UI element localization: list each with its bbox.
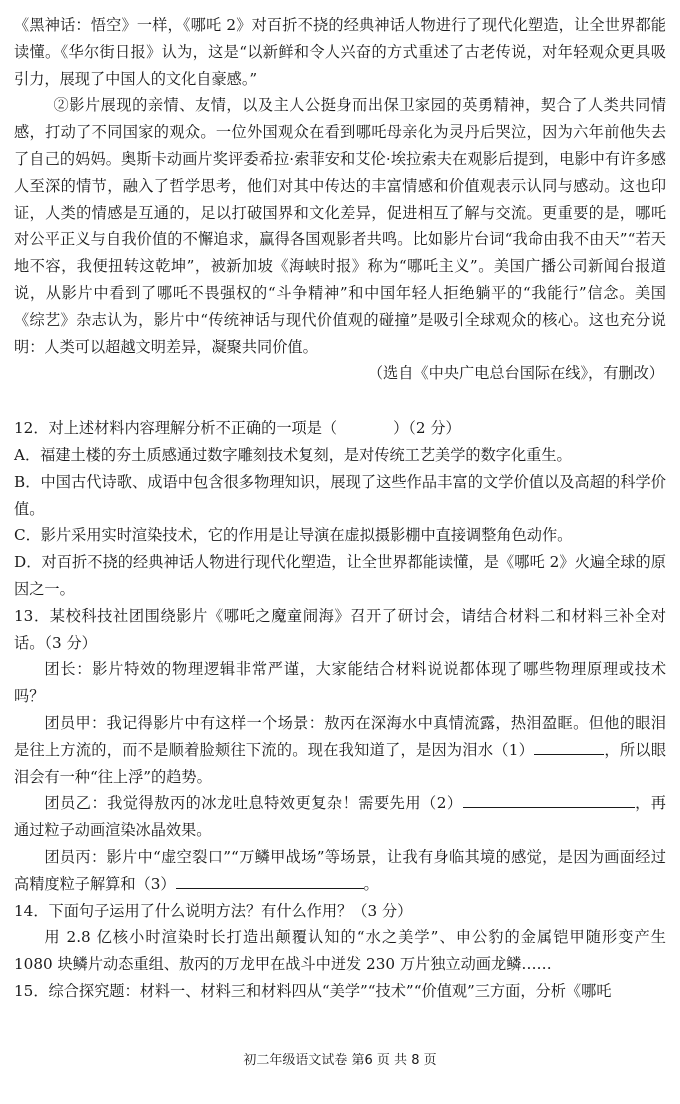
q13-blank-3[interactable] (176, 874, 364, 889)
q13-blank-1[interactable] (534, 740, 604, 755)
q12-option-d: D．对百折不挠的经典神话人物进行现代化塑造，让全世界都能读懂，是《哪吒 2》火遍全球的原因之一。 (14, 553, 666, 598)
q13-yi-text-a: 团员乙：我觉得敖丙的冰龙吐息特效更复杂！需要先用（2） (44, 794, 463, 813)
exam-page (14, 12, 666, 1005)
q13-bing-text-b: 。 (363, 874, 379, 893)
material-paragraph-2: ②影片展现的亲情、友情，以及主人公挺身而出保卫家园的英勇精神，契合了人类共同情感，打动了不同国家的观众。一位外国观众在看到哪吒母亲化为灵丹后哭泣，因为六年前他失去了自己的妈妈。奥斯卡动画片奖评委希拉·索菲安和艾伦·埃拉索夫在观影后提到，电影中有许多感人至深的情节，融入了哲学思考，他们对其中传达的丰富情感和价值观表示认同与感动。这也印证，人类的情感是互通的，足以打破国界和文化差异，促进相互了解与交流。更重要的是，哪吒对公平正义与自我价值的不懈追求，赢得各国观影者共鸣。比如影片台词“我命由我不由天”“若天地不容，我便扭转这乾坤”，被新加坡《海峡时报》称为“哪吒主义”。美国广播公司新闻台报道说，从影片中看到了哪吒不畏强权的“斗争精神”和中国年轻人拒绝躺平的“我能行”信念。美国《综艺》杂志认为，影片中“传统神话与现代价值观的碰撞”是吸引全球观众的核心。这也充分说明：人类可以超越文明差异，凝聚共同价值。 (14, 96, 666, 356)
q13-yi-text-b: ，再通过粒子动画渲染冰晶效果。 (14, 794, 666, 840)
q12-option-c: C．影片采用实时渲染技术，它的作用是让导演在虚拟摄影棚中直接调整角色动作。 (14, 526, 573, 545)
q13-dialogue-leader: 团长：影片特效的物理逻辑非常严谨，大家能结合材料说说都体现了哪些物理原理或技术吗？ (14, 660, 666, 706)
q13-jia-text-b: ，所以眼泪会有一种“往上浮”的趋势。 (14, 740, 666, 786)
material-paragraph-1: 《黑神话：悟空》一样，《哪吒 2》对百折不挠的经典神话人物进行了现代化塑造，让全世界都能读懂。《华尔街日报》认为，这是“以新鲜和令人兴奋的方式重述了古老传说，对年轻观众更具吸引力，展现了中国人的文化自豪感。” (14, 16, 666, 88)
q13-dialogue-member-yi (14, 790, 666, 844)
q13-dialogue-member-bing (14, 844, 666, 898)
question-15-stem: 15．综合探究题：材料一、材料三和材料四从“美学”“技术”“价值观”三方面，分析《哪吒 (14, 981, 612, 1000)
material-source: （选自《中央广电总台国际在线》，有删改） (367, 364, 664, 383)
q13-bing-text-a: 团员丙：影片中“虚空裂口”“万鳞甲战场”等场景，让我有身临其境的感觉，是因为画面经过高精度粒子解算和（3） (14, 847, 666, 893)
question-14-stem: 14．下面句子运用了什么说明方法？有什么作用？（3 分） (14, 901, 413, 920)
question-13-stem: 13．某校科技社团围绕影片《哪吒之魔童闹海》召开了研讨会，请结合材料二和材料三补全对话。（3 分） (14, 606, 666, 652)
q12-stem-text-a: 12．对上述材料内容理解分析不正确的一项是（ (14, 419, 338, 438)
q13-jia-text-a: 团员甲：我记得影片中有这样一个场景：敖丙在深海水中真情流露，热泪盈眶。但他的眼泪是往上方流的，而不是顺着脸颊往下流的。现在我知道了，是因为泪水（1） (14, 713, 666, 759)
page-footer: 初二年级语文试卷 第6 页 共 8 页 (243, 1053, 437, 1068)
q12-stem-text-b: ）（2 分） (393, 419, 461, 438)
q14-sentence: 用 2.8 亿核小时渲染时长打造出颠覆认知的“水之美学”、申公豹的金属铠甲随形变产生 1080 块鳞片动态重组、敖丙的万龙甲在战斗中迸发 230 万片独立动画龙鳞…… (14, 928, 666, 974)
q12-option-a: A．福建土楼的夯土质感通过数字雕刻技术复刻，是对传统工艺美学的数字化重生。 (14, 445, 572, 464)
q13-blank-2[interactable] (463, 793, 635, 808)
question-12-stem (14, 415, 666, 442)
q13-dialogue-member-jia (14, 710, 666, 790)
section-gap (14, 387, 666, 415)
q12-option-b: B．中国古代诗歌、成语中包含很多物理知识，展现了这些作品丰富的文学价值以及高超的科学价值。 (14, 472, 666, 518)
